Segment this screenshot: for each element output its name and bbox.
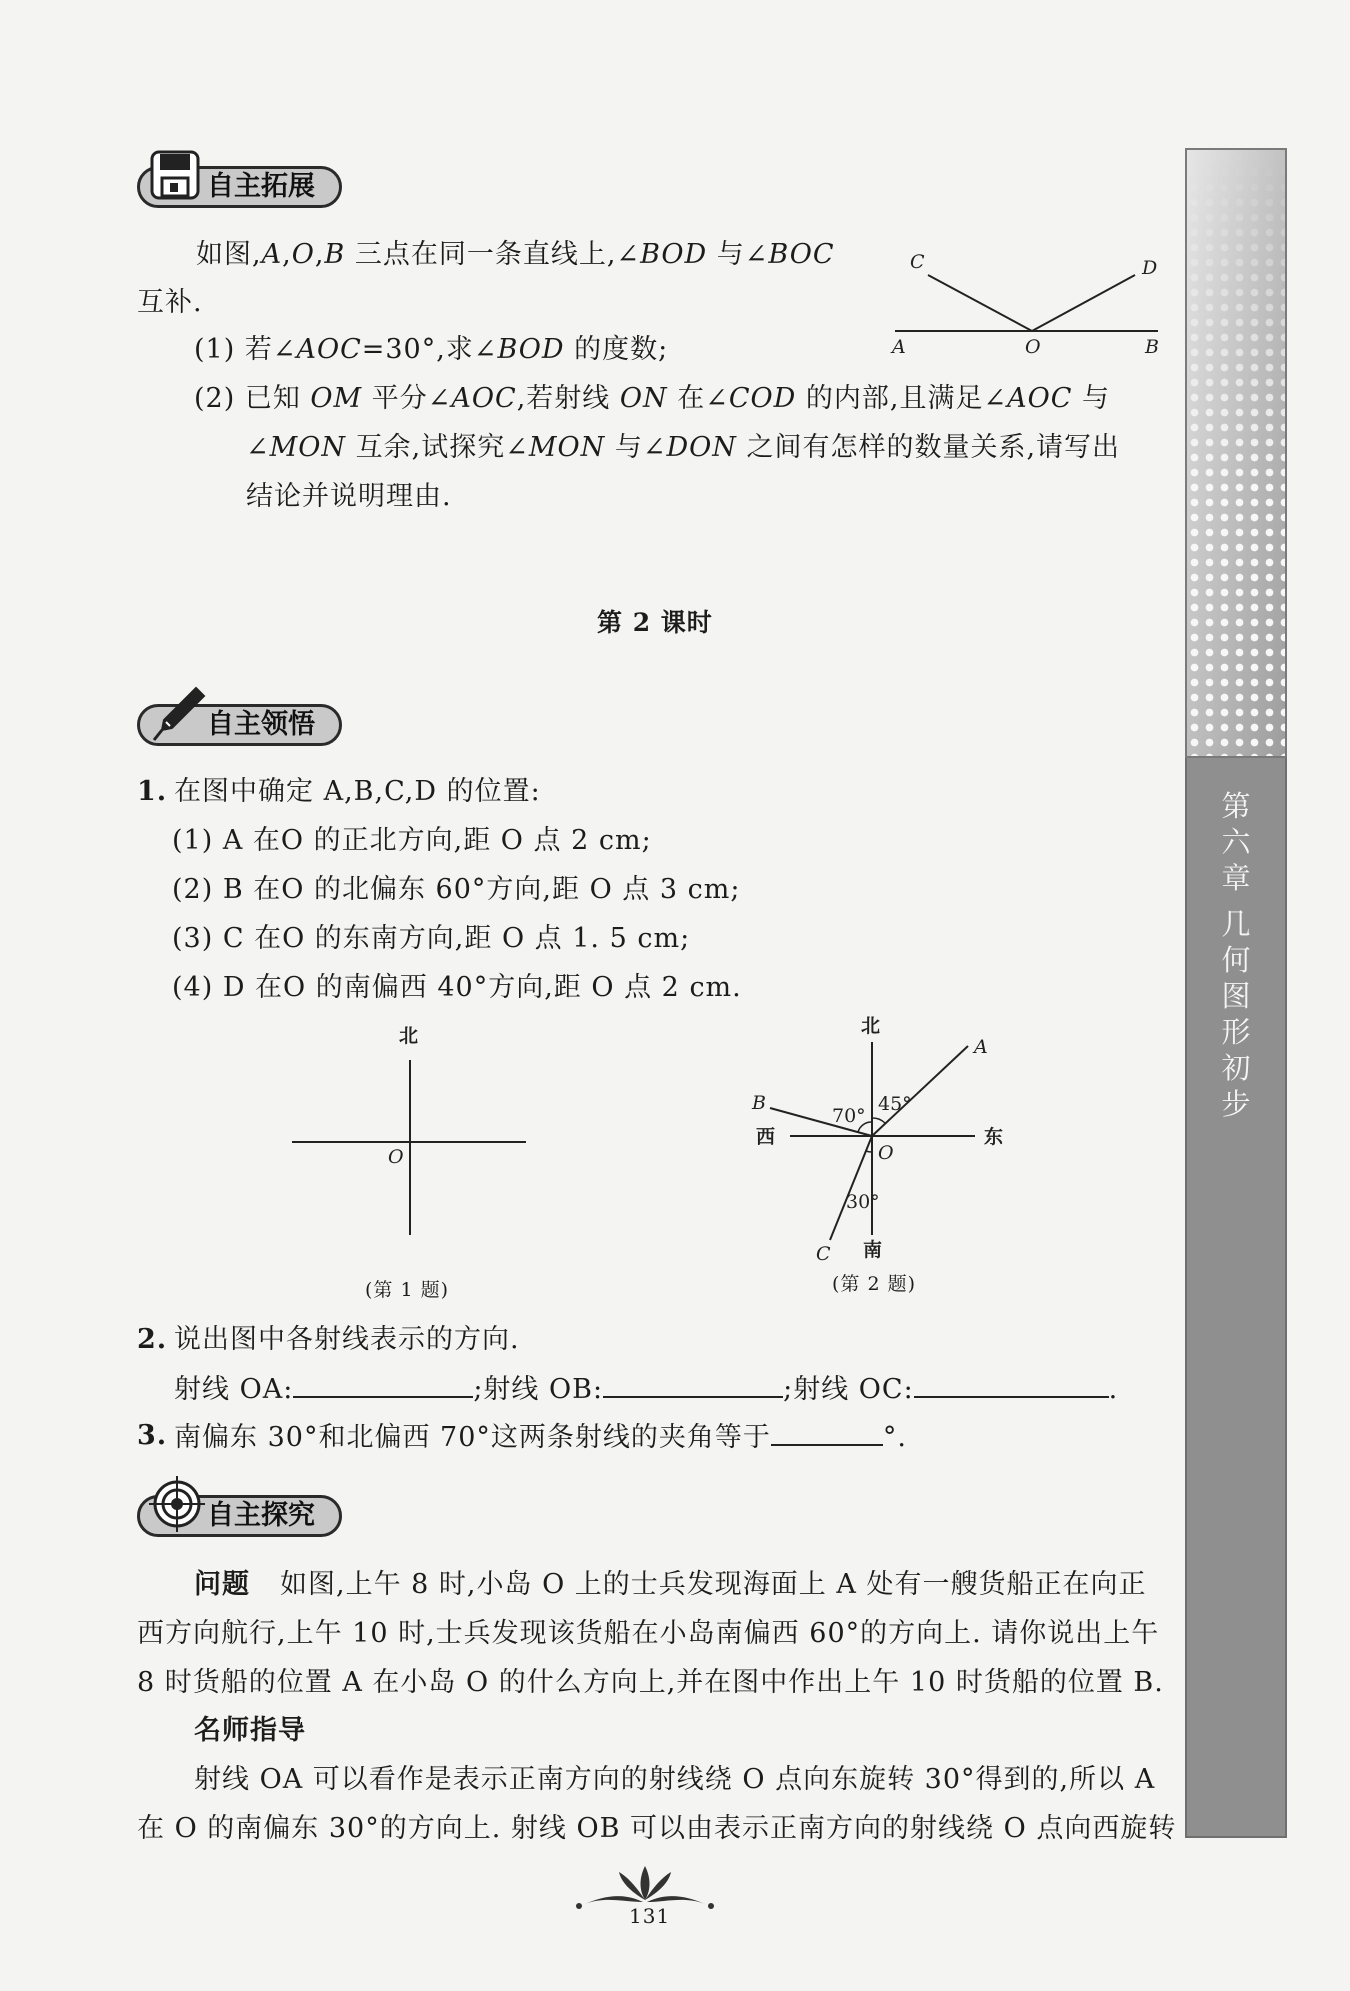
ray-name: ON bbox=[619, 383, 668, 414]
target-icon bbox=[147, 1474, 207, 1534]
text-run: 在∠ bbox=[667, 383, 729, 414]
point-b-label: B bbox=[752, 1092, 766, 1114]
question-2-answers bbox=[174, 1368, 1118, 1410]
text-run: 与∠ bbox=[605, 432, 667, 463]
text-run: , bbox=[282, 239, 292, 270]
problem-line2: 西方向航行,上午 10 时,士兵发现该货船在小岛南偏西 60°的方向上. 请你说出上午 bbox=[137, 1618, 1160, 1649]
sidebar-char: 章 bbox=[1221, 861, 1251, 895]
angle-name: BOC bbox=[768, 239, 835, 270]
ray-oa bbox=[872, 1046, 968, 1136]
ray-oa-label: 射线 OA: bbox=[174, 1374, 294, 1405]
ray-oc bbox=[928, 275, 1032, 331]
ray-name: OM bbox=[310, 383, 363, 414]
ray-oc bbox=[830, 1136, 872, 1240]
text-run: 互余,试探究∠ bbox=[346, 432, 529, 463]
problem-part-2-line1 bbox=[194, 379, 1110, 419]
sidebar-char: 何 bbox=[1221, 943, 1251, 977]
question-1-item: (1) A 在O 的正北方向,距 O 点 2 cm; bbox=[172, 825, 652, 856]
problem-stem-line1 bbox=[196, 235, 835, 275]
angle-c-label: 30° bbox=[846, 1191, 880, 1213]
guidance-line2: 在 O 的南偏东 30°的方向上. 射线 OB 可以由表示正南方向的射线绕 O 点向西旋转 bbox=[137, 1813, 1177, 1844]
angle-name: BOD bbox=[640, 239, 708, 270]
question-1-item: (3) C 在O 的东南方向,距 O 点 1. 5 cm; bbox=[172, 923, 691, 954]
point-a-label: A bbox=[974, 1036, 988, 1058]
text-run: 平分∠ bbox=[362, 383, 452, 414]
question-1-number: 1. bbox=[137, 776, 168, 807]
answer-blank-oc[interactable] bbox=[914, 1368, 1109, 1398]
text-run: 如图, bbox=[196, 239, 262, 270]
answer-blank-ob[interactable] bbox=[603, 1368, 783, 1398]
ray-od bbox=[1032, 275, 1135, 331]
problem-part-2-line2 bbox=[246, 428, 1120, 468]
point-o-label: O bbox=[878, 1142, 894, 1164]
problem-line1: 如图,上午 8 时,小岛 O 上的士兵发现海面上 A 处有一艘货船正在向正 bbox=[280, 1569, 1147, 1600]
figure-2-compass bbox=[740, 1010, 1030, 1270]
figure-1-caption: (第 1 题) bbox=[365, 1279, 449, 1301]
problem-line3: 8 时货船的位置 A 在小岛 O 的什么方向上,并在图中作出上午 10 时货船的位置 B. bbox=[137, 1667, 1164, 1698]
problem-part-1 bbox=[194, 330, 668, 370]
answer-blank-angle[interactable] bbox=[771, 1416, 883, 1446]
north-label: 北 bbox=[399, 1025, 419, 1047]
text-run: ,若射线 bbox=[516, 383, 620, 414]
question-3-number: 3. bbox=[137, 1420, 168, 1451]
text-run: =30°,求∠ bbox=[361, 334, 498, 365]
text-run: 三点在同一条直线上,∠ bbox=[345, 239, 641, 270]
angle-arc-a bbox=[872, 1118, 885, 1123]
problem-label: 问题 bbox=[194, 1569, 250, 1600]
point-a-label: A bbox=[892, 336, 906, 358]
south-label: 南 bbox=[863, 1239, 883, 1261]
point-label: B bbox=[324, 239, 346, 270]
point-c-label: C bbox=[910, 251, 925, 273]
text-run: (1) 若∠ bbox=[194, 334, 297, 365]
page-number: 131 bbox=[629, 1904, 671, 1928]
point-c-label: C bbox=[816, 1243, 831, 1265]
point-b-label: B bbox=[1145, 336, 1159, 358]
question-2-stem: 说出图中各射线表示的方向. bbox=[174, 1324, 520, 1355]
question-2-number: 2. bbox=[137, 1324, 168, 1355]
ray-oc-label: ;射线 OC: bbox=[783, 1374, 914, 1405]
sidebar-char: 六 bbox=[1221, 825, 1251, 859]
point-label: A bbox=[261, 239, 283, 270]
north-label: 北 bbox=[861, 1015, 881, 1037]
text-run: (2) 已知 bbox=[194, 383, 311, 414]
sidebar-char: 图 bbox=[1221, 979, 1251, 1013]
text-run: 与∠ bbox=[707, 239, 769, 270]
section-title-comprehend: 自主领悟 bbox=[207, 709, 315, 740]
angle-name: AOC bbox=[451, 383, 517, 414]
text-run: 的内部,且满足∠ bbox=[796, 383, 1008, 414]
text-run: 与 bbox=[1072, 383, 1111, 414]
guidance-line1: 射线 OA 可以看作是表示正南方向的射线绕 O 点向东旋转 30°得到的,所以 A bbox=[194, 1764, 1156, 1795]
angle-name: AOC bbox=[296, 334, 362, 365]
text-run: ∠ bbox=[246, 432, 270, 463]
guidance-title: 名师指导 bbox=[194, 1715, 306, 1746]
figure-1-axes bbox=[280, 1015, 540, 1235]
answer-blank-oa[interactable] bbox=[293, 1368, 473, 1398]
sidebar-char: 形 bbox=[1221, 1015, 1251, 1049]
floppy-disk-icon bbox=[148, 148, 204, 204]
question-2-end: . bbox=[1108, 1374, 1119, 1405]
point-o-label: O bbox=[1025, 336, 1041, 358]
sidebar-char: 第 bbox=[1221, 789, 1251, 823]
origin-label: O bbox=[388, 1146, 404, 1168]
lesson-title: 第 2 课时 bbox=[597, 608, 713, 637]
angle-name: DON bbox=[666, 432, 737, 463]
angle-name: BOD bbox=[497, 334, 565, 365]
point-label: O bbox=[291, 239, 315, 270]
question-1-item: (2) B 在O 的北偏东 60°方向,距 O 点 3 cm; bbox=[172, 874, 741, 905]
angle-figure bbox=[880, 245, 1170, 365]
text-run: , bbox=[314, 239, 325, 270]
angle-name: MON bbox=[528, 432, 606, 463]
figure-2-caption: (第 2 题) bbox=[832, 1273, 916, 1295]
west-label: 西 bbox=[756, 1126, 776, 1148]
point-d-label: D bbox=[1142, 257, 1158, 279]
sidebar-char: 步 bbox=[1221, 1087, 1251, 1121]
pen-icon bbox=[146, 682, 208, 744]
problem-stem-line2: 互补. bbox=[137, 287, 203, 318]
sidebar-char: 初 bbox=[1221, 1051, 1251, 1085]
text-run: 的度数; bbox=[564, 334, 669, 365]
angle-a-label: 45° bbox=[878, 1093, 912, 1115]
angle-name: COD bbox=[728, 383, 797, 414]
sidebar-decoration bbox=[1185, 148, 1287, 758]
angle-b-label: 70° bbox=[832, 1105, 866, 1127]
question-1-stem: 在图中确定 A,B,C,D 的位置: bbox=[174, 776, 541, 807]
question-1-item: (4) D 在O 的南偏西 40°方向,距 O 点 2 cm. bbox=[172, 972, 742, 1003]
ray-ob-label: ;射线 OB: bbox=[473, 1374, 604, 1405]
angle-name: MON bbox=[269, 432, 347, 463]
question-3-line bbox=[174, 1416, 907, 1458]
angle-name: AOC bbox=[1007, 383, 1073, 414]
problem-part-2-line3: 结论并说明理由. bbox=[246, 481, 452, 512]
question-3-stem: 南偏东 30°和北偏西 70°这两条射线的夹角等于 bbox=[174, 1422, 771, 1453]
section-title-explore: 自主拓展 bbox=[207, 171, 315, 202]
text-run: 之间有怎样的数量关系,请写出 bbox=[736, 432, 1121, 463]
question-3-end: °. bbox=[882, 1422, 907, 1453]
east-label: 东 bbox=[984, 1126, 1004, 1148]
sidebar-char: 几 bbox=[1221, 907, 1251, 941]
section-title-inquiry: 自主探究 bbox=[207, 1500, 315, 1531]
